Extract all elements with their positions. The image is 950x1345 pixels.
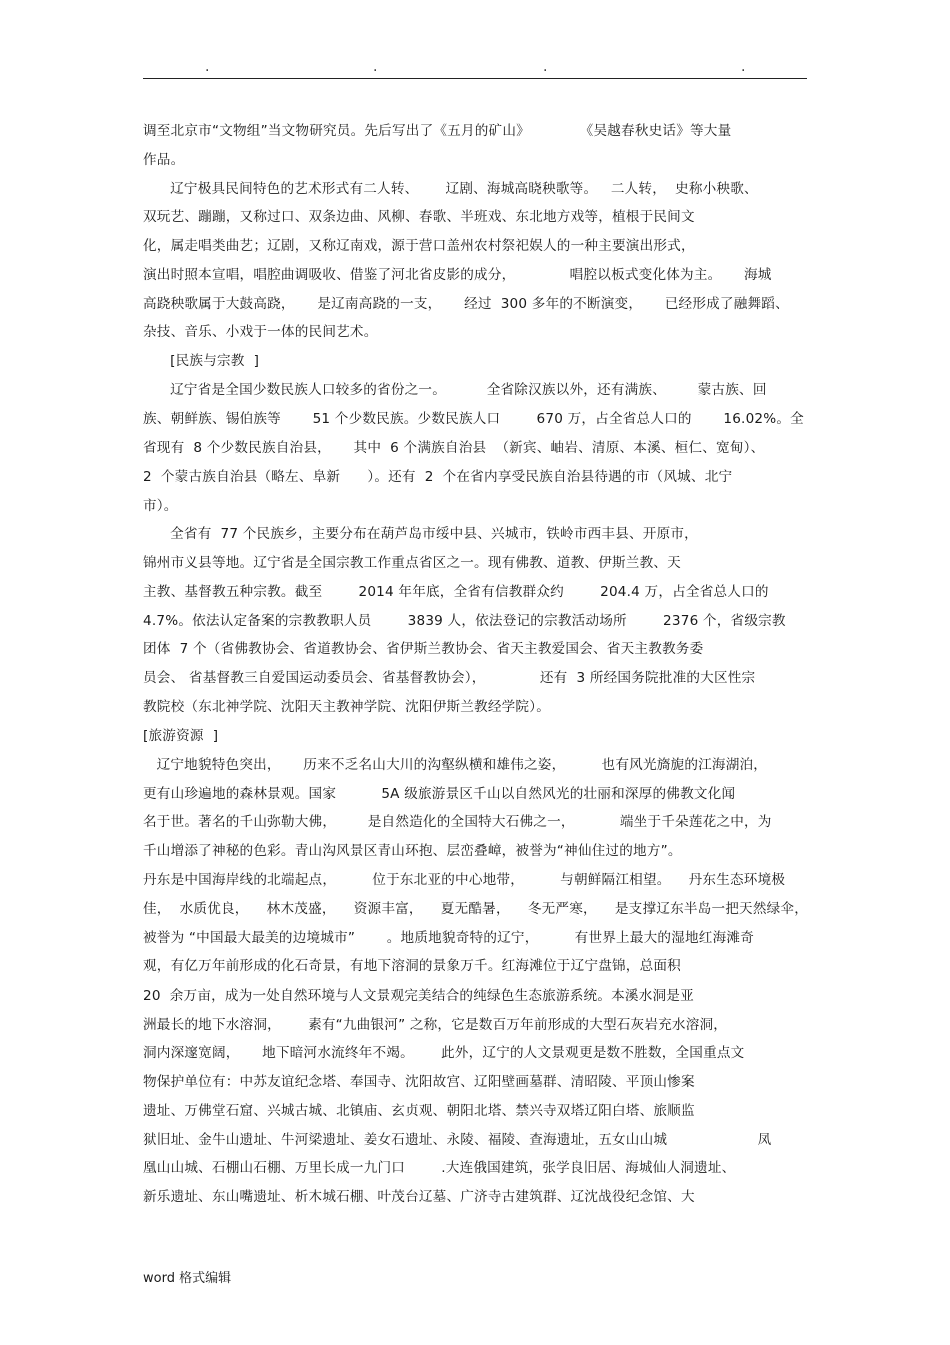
body-line: 辽宁地貌特色突出， 历来不乏名山大川的沟壑纵横和雄伟之姿， 也有风光旖旎的江海湖泊， — [143, 757, 768, 773]
header-dot: . — [741, 59, 746, 75]
section-heading: [旅游资源 ] — [143, 728, 219, 744]
body-line: 千山增添了神秘的色彩。青山沟风景区青山环抱、层峦叠嶂，被誉为“神仙住过的地方”。 — [143, 843, 682, 859]
header-dot: . — [543, 59, 548, 75]
body-line: 市）。 — [143, 498, 178, 514]
body-line: 双玩艺、蹦蹦，又称过口、双条边曲、风柳、春歌、半班戏、东北地方戏等，植根于民间文 — [143, 209, 695, 225]
body-line: 化，属走唱类曲艺；辽剧，又称辽南戏，源于营口盖州农村祭祀娱人的一种主要演出形式， — [143, 238, 695, 254]
body-line: 2 个蒙古族自治县（略左、阜新 ）。还有 2 个在省内享受民族自治县待遇的市（风城、北宁 — [143, 469, 733, 485]
body-line: 4.7%。依法认定备案的宗教教职人员 3839 人，依法登记的宗教活动场所 2376 个，省级宗教 — [143, 613, 786, 629]
body-line: 员会、 省基督教三自爱国运动委员会、省基督教协会）， 还有 3 所经国务院批准的大区性宗 — [143, 670, 756, 686]
body-line: 名于世。著名的千山弥勒大佛， 是自然造化的全国特大石佛之一， 端坐于千朵莲花之中，为 — [143, 814, 772, 830]
body-line: 演出时照本宣唱，唱腔曲调吸收、借鉴了河北省皮影的成分， 唱腔以板式变化体为主。 海城 — [143, 267, 772, 283]
body-line: 杂技、音乐、小戏于一体的民间艺术。 — [143, 324, 378, 340]
body-line: 20 余万亩，成为一处自然环境与人文景观完美结合的纯绿色生态旅游系统。本溪水洞是亚 — [143, 988, 694, 1004]
body-line: 被誉为 “中国最大最美的边境城市” 。地质地貌奇特的辽宁， 有世界上最大的湿地红海滩奇 — [143, 930, 754, 946]
body-line: 锦州市义县等地。辽宁省是全国宗教工作重点省区之一。现有佛教、道教、伊斯兰教、天 — [143, 555, 681, 571]
body-line: 新乐遗址、东山嘴遗址、析木城石棚、叶茂台辽墓、广济寺古建筑群、辽沈战役纪念馆、大 — [143, 1189, 695, 1205]
body-line: 狱旧址、金牛山遗址、牛河梁遗址、姜女石遗址、永陵、福陵、查海遗址，五女山山城 凤 — [143, 1132, 772, 1148]
body-line: 主教、基督教五种宗教。截至 2014 年年底，全省有信教群众约 204.4 万，占全省总人口的 — [143, 584, 769, 600]
body-line: 遗址、万佛堂石窟、兴城古城、北镇庙、玄贞观、朝阳北塔、禁兴寺双塔辽阳白塔、旅顺监 — [143, 1103, 695, 1119]
body-line: 全省有 77 个民族乡，主要分布在葫芦岛市绥中县、兴城市，铁岭市西丰县、开原市， — [143, 526, 698, 542]
body-line: 高跷秧歌属于大鼓高跷， 是辽南高跷的一支， 经过 300 多年的不断演变， 已经形成了融舞蹈、 — [143, 296, 789, 312]
header-rule — [143, 78, 807, 79]
body-line: 作品。 — [143, 152, 185, 168]
body-line: 凰山山城、石棚山石棚、万里长成一九门口 .大连俄国建筑，张学良旧居、海城仙人洞遗址、 — [143, 1160, 736, 1176]
body-line: 洞内深邃宽阔， 地下暗河水流终年不竭。 此外，辽宁的人文景观更是数不胜数，全国重点文 — [143, 1045, 745, 1061]
body-line: 辽宁极具民间特色的艺术形式有二人转、 辽剧、海城高晓秧歌等。 二人转， 史称小秧歌、 — [143, 181, 758, 197]
body-line: 教院校（东北神学院、沈阳天主教神学院、沈阳伊斯兰教经学院）。 — [143, 699, 551, 715]
body-line: 佳， 水质优良， 林木茂盛， 资源丰富， 夏无酷暑， 冬无严寒， 是支撑辽东半岛一把天然绿伞， — [143, 901, 809, 917]
body-line: 丹东是中国海岸线的北端起点， 位于东北亚的中心地带， 与朝鲜隔江相望。 丹东生态环境极 — [143, 872, 786, 888]
footer-label: word 格式编辑 — [143, 1271, 232, 1286]
body-line: 洲最长的地下水溶洞， 素有“九曲银河” 之称，它是数百万年前形成的大型石灰岩充水溶洞， — [143, 1017, 728, 1033]
body-line: 物保护单位有：中苏友谊纪念塔、奉国寺、沈阳故宫、辽阳壁画墓群、清昭陵、平顶山惨案 — [143, 1074, 695, 1090]
section-heading: [民族与宗教 ] — [143, 353, 260, 369]
body-line: 观，有亿万年前形成的化石奇景，有地下溶洞的景象万千。红海滩位于辽宁盘锦，总面积 — [143, 958, 681, 974]
body-line: 族、朝鲜族、锡伯族等 51 个少数民族。少数民族人口 670 万，占全省总人口的 16.02%。全 — [143, 411, 804, 427]
body-line: 调至北京市“文物组”当文物研究员。先后写出了《五月的矿山》 《吴越春秋史话》等大量 — [143, 123, 732, 139]
body-line: 团体 7 个（省佛教协会、省道教协会、省伊斯兰教协会、省天主教爱国会、省天主教教务委 — [143, 641, 704, 657]
body-line: 辽宁省是全国少数民族人口较多的省份之一。 全省除汉族以外，还有满族、 蒙古族、回 — [143, 382, 767, 398]
body-line: 更有山珍遍地的森林景观。国家 5A 级旅游景区千山以自然风光的壮丽和深厚的佛教文化闻 — [143, 786, 736, 802]
header-dot: . — [205, 59, 210, 75]
header-dot: . — [373, 59, 378, 75]
body-line: 省现有 8 个少数民族自治县， 其中 6 个满族自治县 （新宾、岫岩、清原、本溪、桓仁、宽甸）、 — [143, 440, 765, 456]
